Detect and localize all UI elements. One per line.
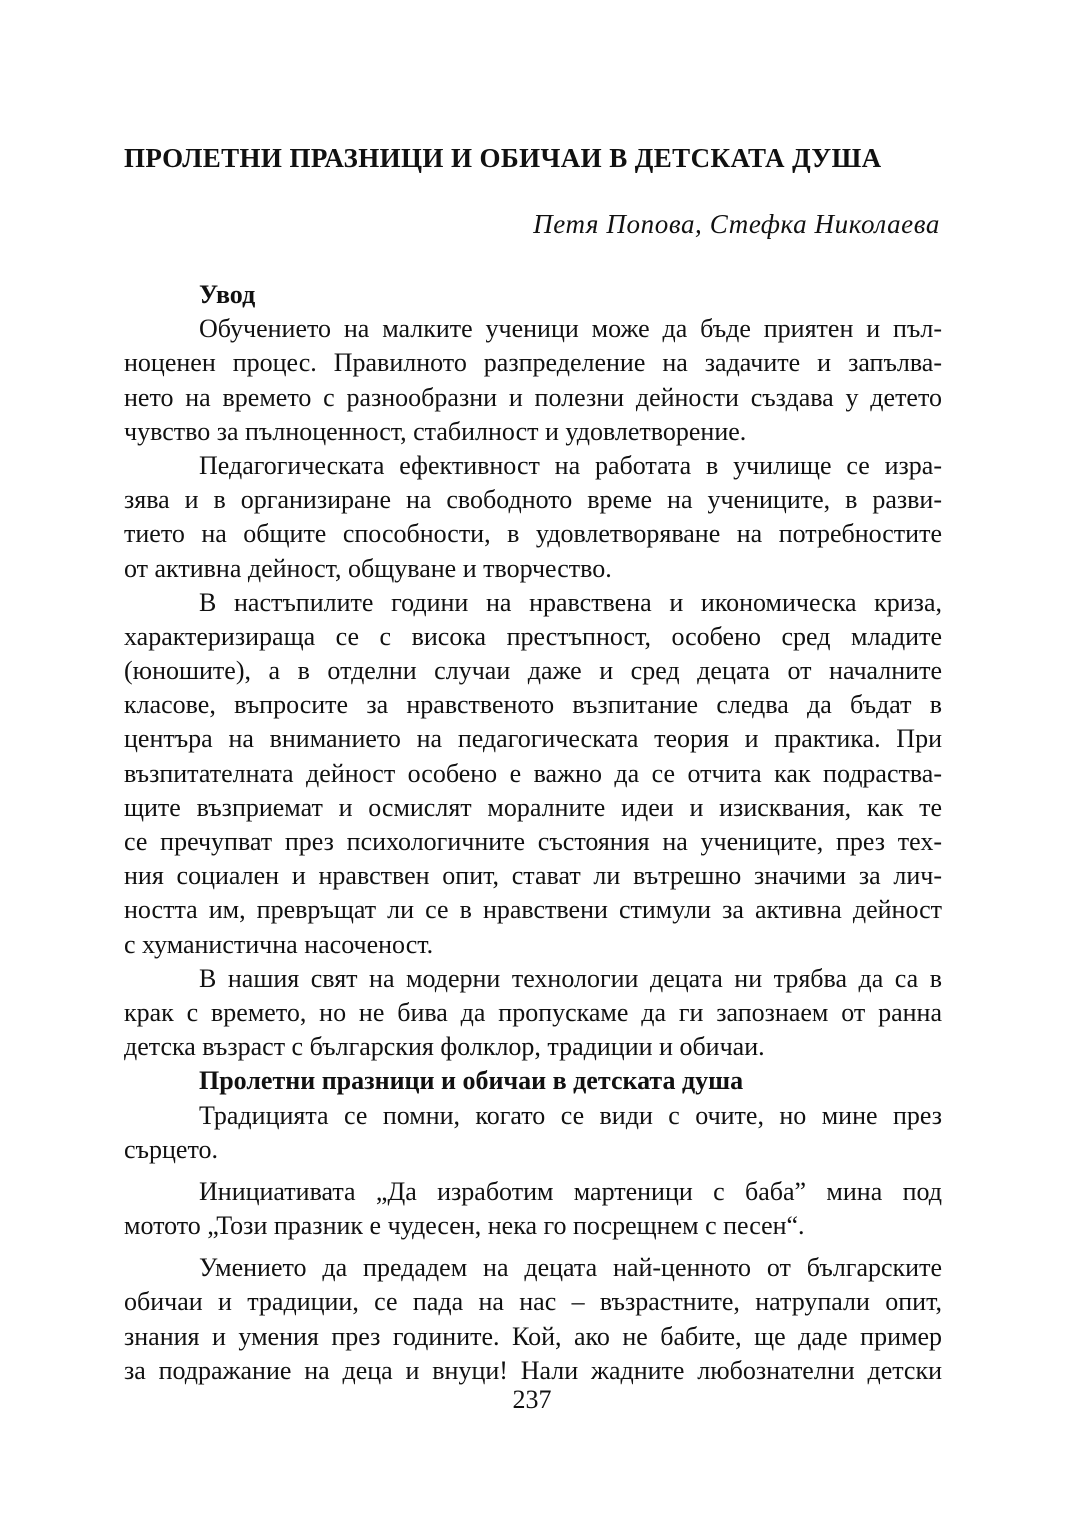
article-body (124, 278, 942, 1388)
paragraph-line: (юношите), а в отделни случаи даже и сред децата от началните (124, 656, 942, 686)
article-authors: Петя Попова, Стефка Николаева (533, 209, 940, 239)
paragraph-gap (124, 1167, 942, 1175)
paragraph-line: В нашия свят на модерни технологии децата ни трябва да са в (199, 963, 942, 993)
paragraph-line: Умението да предадем на децата най-ценното от българските (199, 1253, 942, 1283)
paragraph-line: сърцето. (124, 1134, 218, 1164)
paragraph-line: Инициативата „Да изработим мартеници с баба” мина под (199, 1176, 942, 1206)
paragraph-line: знания и умения през годините. Кой, ако не бабите, ще даде пример (124, 1321, 942, 1351)
page-number: 237 (512, 1385, 552, 1414)
paragraph-line: Обучението на малките ученици може да бъде приятен и пъл- (199, 314, 942, 344)
paragraph-line: Традицията се помни, когато се види с очите, но мине през (199, 1100, 942, 1130)
paragraph-line: с хуманистична насоченост. (124, 929, 434, 959)
paragraph-line: ността им, превръщат ли се в нравствени стимули за активна дейност (124, 895, 942, 925)
paragraph-line: нето на времето с разнообразни и полезни дейности създава у детето (124, 382, 942, 412)
paragraph-line: характеризираща се с висока престъпност, особено сред младите (124, 621, 942, 651)
paragraph-line: от активна дейност, общуване и творчество. (124, 553, 612, 583)
paragraph-line: за подражание на деца и внуци! Нали жадните любознателни детски (124, 1355, 942, 1385)
paragraph-line: ноценен процес. Правилното разпределение на задачите и запълва- (124, 348, 942, 378)
paragraph-line: ния социален и нравствен опит, стават ли вътрешно значими за лич- (124, 861, 942, 891)
paragraph-line: мотото „Този празник е чудесен, нека го посрещнем с песен“. (124, 1211, 805, 1241)
paragraph-line: тието на общите способности, в удовлетворяване на потребностите (124, 519, 942, 549)
paragraph-gap (124, 1243, 942, 1251)
paragraph-line: щите възприемат и осмислят моралните идеи и изисквания, как те (124, 792, 942, 822)
paragraph-line: обичаи и традиции, се пада на нас – възрастните, натрупали опит, (124, 1287, 942, 1317)
paragraph-line: зява и в организиране на свободното време на учениците, в разви- (124, 485, 942, 515)
paragraph-line: класове, въпросите за нравственото възпитание следва да бъдат в (124, 690, 942, 720)
paragraph-line: В настъпилите години на нравствена и икономическа криза, (199, 587, 942, 617)
paragraph-line: Педагогическата ефективност на работата в училище се изра- (199, 450, 942, 480)
paragraph-line: чувство за пълноценност, стабилност и удовлетворение. (124, 416, 747, 446)
paragraph-line: детска възраст с българския фолклор, традиции и обичаи. (124, 1032, 765, 1062)
paragraph-line: крак с времето, но не бива да пропускаме да ги запознаем от ранна (124, 997, 942, 1027)
paragraph-line: се пречупват през психологичните състояния на учениците, през тех- (124, 827, 942, 856)
intro-heading: Увод (199, 280, 256, 309)
paragraph-line: възпитателната дейност особено е важно да се отчита как подраства- (124, 758, 942, 788)
section-heading: Пролетни празници и обичаи в детската душа (199, 1066, 744, 1096)
paragraph-line: центъра на вниманието на педагогическата теория и практика. При (124, 724, 942, 754)
article-title: ПРОЛЕТНИ ПРАЗНИЦИ И ОБИЧАИ В ДЕТСКАТА ДУША (124, 143, 882, 173)
